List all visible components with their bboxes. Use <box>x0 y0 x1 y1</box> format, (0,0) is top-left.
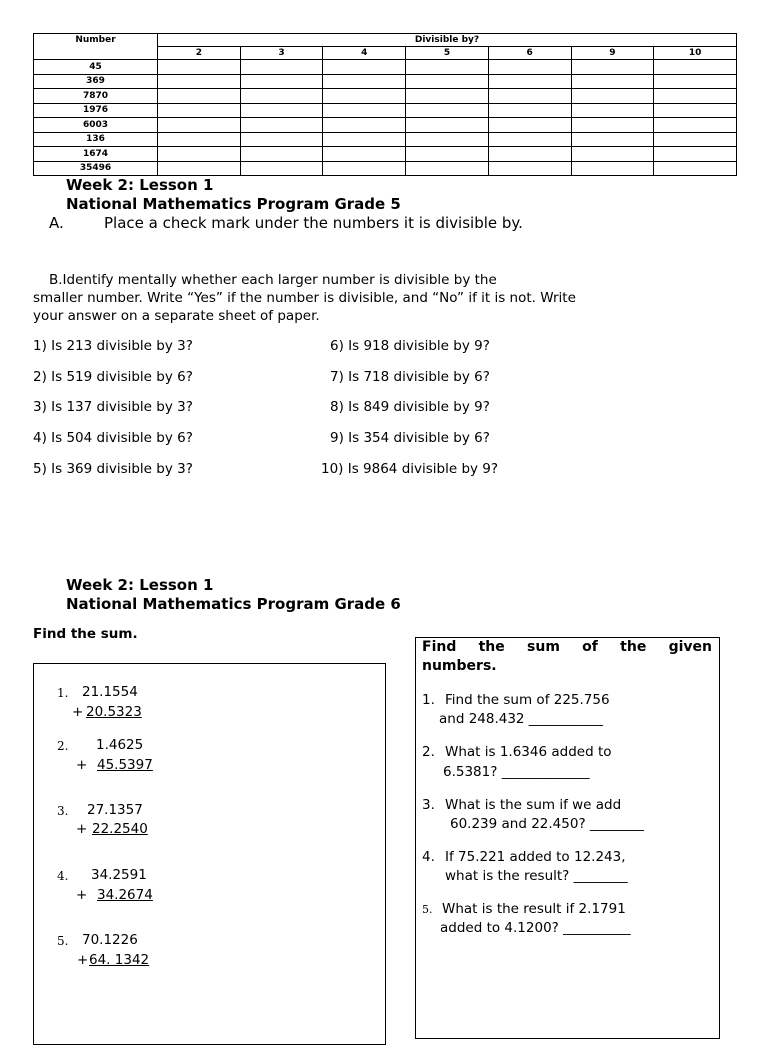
check-cell[interactable] <box>571 118 654 133</box>
addend-top: 34.2591 <box>91 867 147 883</box>
check-cell[interactable] <box>488 161 571 176</box>
check-cell[interactable] <box>158 118 241 133</box>
divisible-by-header: Divisible by? <box>158 34 737 47</box>
grade6-program-heading: National Mathematics Program Grade 6 <box>66 595 401 613</box>
check-cell[interactable] <box>406 132 489 147</box>
table-row <box>34 161 737 176</box>
word-problem-line: 6.5381? _____________ <box>443 764 590 780</box>
check-cell[interactable] <box>158 74 241 89</box>
divisibility-table <box>33 33 737 176</box>
question-item: 1) Is 213 divisible by 3? <box>33 338 193 354</box>
check-cell[interactable] <box>158 161 241 176</box>
check-cell[interactable] <box>323 60 406 75</box>
table-row <box>34 118 737 133</box>
question-item: 3) Is 137 divisible by 3? <box>33 399 193 415</box>
divisor-cell: 10 <box>654 47 737 60</box>
check-cell[interactable] <box>240 161 323 176</box>
check-cell[interactable] <box>654 161 737 176</box>
check-cell[interactable] <box>406 103 489 118</box>
addend-top: 27.1357 <box>87 802 143 818</box>
word-problem-number: 1. <box>422 692 435 708</box>
check-cell[interactable] <box>571 161 654 176</box>
problem-number: 1. <box>57 686 69 700</box>
word-problem-number: 4. <box>422 849 435 865</box>
check-cell[interactable] <box>488 132 571 147</box>
check-cell[interactable] <box>654 118 737 133</box>
check-cell[interactable] <box>488 103 571 118</box>
question-item: 7) Is 718 divisible by 6? <box>330 369 490 385</box>
addend-bottom: 34.2674 <box>97 887 153 903</box>
problem-number: 2. <box>57 739 69 753</box>
check-cell[interactable] <box>488 89 571 104</box>
addend-bottom: 45.5397 <box>97 757 153 773</box>
check-cell[interactable] <box>240 89 323 104</box>
divisor-cell: 2 <box>158 47 241 60</box>
check-cell[interactable] <box>240 132 323 147</box>
word-problems-title-line-1: Find the sum of the given <box>422 639 712 655</box>
table-row <box>34 132 737 147</box>
addend-top: 1.4625 <box>96 737 144 753</box>
question-item: 2) Is 519 divisible by 6? <box>33 369 193 385</box>
check-cell[interactable] <box>488 118 571 133</box>
divisor-cell: 6 <box>488 47 571 60</box>
table-row <box>34 89 737 104</box>
check-cell[interactable] <box>571 89 654 104</box>
number-cell: 136 <box>34 132 158 147</box>
question-item: 10) Is 9864 divisible by 9? <box>321 461 499 477</box>
addition-problems-box <box>33 663 386 1045</box>
word-problem-line: What is the result if 2.1791 <box>442 901 626 917</box>
word-problems-title-line-2: numbers. <box>422 658 497 674</box>
check-cell[interactable] <box>571 132 654 147</box>
check-cell[interactable] <box>571 147 654 162</box>
check-cell[interactable] <box>406 118 489 133</box>
number-cell: 45 <box>34 60 158 75</box>
question-item: 4) Is 504 divisible by 6? <box>33 430 193 446</box>
part-b-line-3: your answer on a separate sheet of paper. <box>33 308 320 324</box>
number-cell: 1976 <box>34 103 158 118</box>
check-cell[interactable] <box>488 74 571 89</box>
word-problem-number: 2. <box>422 744 435 760</box>
check-cell[interactable] <box>406 74 489 89</box>
problem-number: 4. <box>57 869 69 883</box>
word-problem-line: What is 1.6346 added to <box>445 744 612 760</box>
plus-sign: + <box>76 887 88 903</box>
check-cell[interactable] <box>240 60 323 75</box>
divisor-cell: 4 <box>323 47 406 60</box>
word-problem-line: If 75.221 added to 12.243, <box>445 849 626 865</box>
check-cell[interactable] <box>488 60 571 75</box>
check-cell[interactable] <box>240 74 323 89</box>
check-cell[interactable] <box>240 147 323 162</box>
table-row <box>34 103 737 118</box>
word-problem-line: what is the result? ________ <box>445 868 628 884</box>
check-cell[interactable] <box>158 147 241 162</box>
addend-bottom: 22.2540 <box>92 821 148 837</box>
part-a-letter: A. <box>49 214 64 232</box>
question-item: 5) Is 369 divisible by 3? <box>33 461 193 477</box>
number-cell: 35496 <box>34 161 158 176</box>
check-cell[interactable] <box>240 118 323 133</box>
check-cell[interactable] <box>406 147 489 162</box>
word-problem-line: and 248.432 ___________ <box>439 711 604 727</box>
divisor-cell: 3 <box>240 47 323 60</box>
part-a-instruction: Place a check mark under the numbers it is divisible by. <box>104 214 523 232</box>
check-cell[interactable] <box>323 103 406 118</box>
addend-bottom: 64. 1342 <box>89 952 150 968</box>
question-item: 9) Is 354 divisible by 6? <box>330 430 490 446</box>
plus-sign: + <box>72 704 84 720</box>
addend-top: 70.1226 <box>82 932 138 948</box>
number-column-header: Number <box>34 34 158 60</box>
grade5-program-heading: National Mathematics Program Grade 5 <box>66 195 401 213</box>
check-cell[interactable] <box>571 103 654 118</box>
check-cell[interactable] <box>406 161 489 176</box>
check-cell[interactable] <box>158 89 241 104</box>
check-cell[interactable] <box>406 60 489 75</box>
word-problem-line: added to 4.1200? __________ <box>440 920 631 936</box>
part-b-line-2: smaller number. Write “Yes” if the number is divisible, and “No” if it is not. Write <box>33 290 576 306</box>
divisor-cell: 9 <box>571 47 654 60</box>
check-cell[interactable] <box>323 118 406 133</box>
addend-top: 21.1554 <box>82 684 138 700</box>
word-problem-number: 3. <box>422 797 435 813</box>
word-problem-line: 60.239 and 22.450? ________ <box>450 816 644 832</box>
problem-number: 3. <box>57 804 69 818</box>
plus-sign: + <box>76 757 88 773</box>
table-row <box>34 60 737 75</box>
check-cell[interactable] <box>488 147 571 162</box>
table-row <box>34 147 737 162</box>
word-problem-line: Find the sum of 225.756 <box>445 692 610 708</box>
check-cell[interactable] <box>323 147 406 162</box>
number-cell: 6003 <box>34 118 158 133</box>
check-cell[interactable] <box>571 74 654 89</box>
check-cell[interactable] <box>406 89 489 104</box>
check-cell[interactable] <box>158 132 241 147</box>
check-cell[interactable] <box>323 132 406 147</box>
check-cell[interactable] <box>654 132 737 147</box>
check-cell[interactable] <box>323 89 406 104</box>
check-cell[interactable] <box>654 60 737 75</box>
grade5-week-heading: Week 2: Lesson 1 <box>66 176 214 194</box>
grade6-week-heading: Week 2: Lesson 1 <box>66 576 214 594</box>
check-cell[interactable] <box>158 103 241 118</box>
table-header-row <box>34 34 737 47</box>
divisor-cell: 5 <box>406 47 489 60</box>
find-sum-heading: Find the sum. <box>33 626 138 642</box>
question-item: 8) Is 849 divisible by 9? <box>330 399 490 415</box>
word-problem-number: 5. <box>422 903 433 916</box>
check-cell[interactable] <box>323 161 406 176</box>
check-cell[interactable] <box>158 60 241 75</box>
part-b-line-1: B.Identify mentally whether each larger number is divisible by the <box>49 272 497 288</box>
word-problem-line: What is the sum if we add <box>445 797 622 813</box>
number-cell: 369 <box>34 74 158 89</box>
plus-sign: + <box>77 952 89 968</box>
check-cell[interactable] <box>654 103 737 118</box>
check-cell[interactable] <box>654 89 737 104</box>
check-cell[interactable] <box>240 103 323 118</box>
check-cell[interactable] <box>654 147 737 162</box>
plus-sign: + <box>76 821 88 837</box>
check-cell[interactable] <box>571 60 654 75</box>
number-cell: 7870 <box>34 89 158 104</box>
check-cell[interactable] <box>654 74 737 89</box>
problem-number: 5. <box>57 934 69 948</box>
addend-bottom: 20.5323 <box>86 704 142 720</box>
table-row <box>34 74 737 89</box>
check-cell[interactable] <box>323 74 406 89</box>
question-item: 6) Is 918 divisible by 9? <box>330 338 490 354</box>
number-cell: 1674 <box>34 147 158 162</box>
